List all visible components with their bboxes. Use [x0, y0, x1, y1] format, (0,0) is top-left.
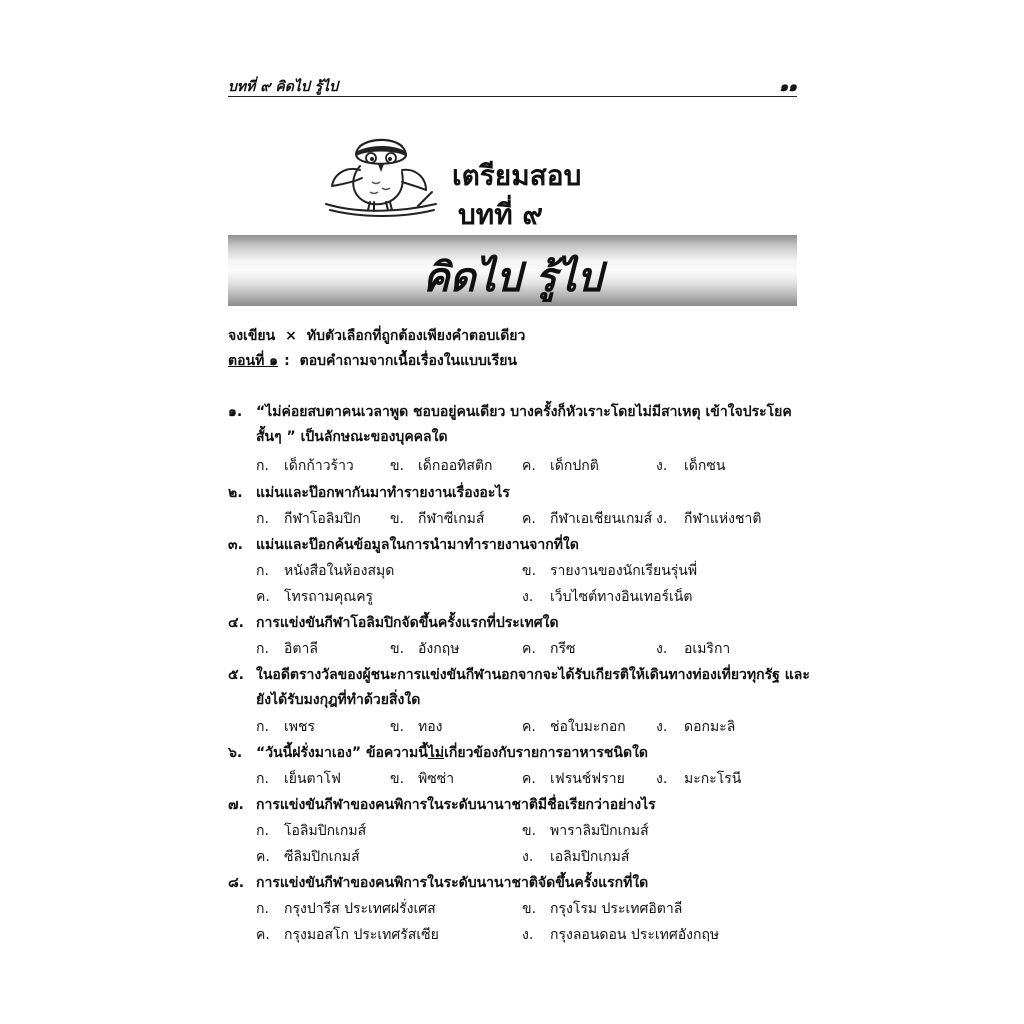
option-text: กีฬาซีเกมส์ [418, 511, 485, 527]
question-text: การแข่งขันกีฬาของคนพิการในระดับนานาชาติมีชื่อเรียกว่าอย่างไร [256, 797, 656, 813]
question-number: ๔. [228, 615, 244, 631]
option-letter: ก. [256, 823, 269, 839]
option[interactable] [656, 768, 741, 790]
question-text: การแข่งขันกีฬาโอลิมปิกจัดขึ้นครั้งแรกที่ประเทศใด [256, 615, 559, 631]
question-number: ๘. [228, 875, 245, 891]
option[interactable] [522, 586, 692, 608]
page-header [228, 76, 797, 96]
question-text: แม่นและป๊อกค้นข้อมูลในการนำมาทำรายงานจากที่ใด [256, 537, 579, 553]
option-letter: ง. [522, 589, 534, 605]
option[interactable] [522, 846, 629, 868]
question-number: ๖. [228, 745, 243, 761]
option-text: กีฬาโอลิมปิก [284, 511, 362, 527]
option-letter: ข. [390, 511, 405, 527]
option[interactable] [256, 586, 373, 608]
option-text: ช่อใบมะกอก [550, 719, 626, 735]
instruction-lead: จงเขียน [228, 328, 276, 344]
option-text: รายงานของนักเรียนรุ่นพี่ [550, 563, 698, 579]
question-text: ในอดีตรางวัลของผู้ชนะการแข่งขันกีฬานอกจากจะได้รับเกียรติให้เดินทางท่องเที่ยวทุกรัฐ และ [256, 667, 810, 683]
option-letter: ค. [522, 511, 536, 527]
option-letter: ก. [256, 901, 269, 917]
option-text: เย็นตาโฟ [284, 771, 341, 787]
option-text: เด็กก้าวร้าว [284, 458, 354, 474]
option-text: กีฬาแห่งชาติ [684, 511, 762, 527]
option-letter: ก. [256, 458, 269, 474]
instruction-text: ทับตัวเลือกที่ถูกต้องเพียงคำตอบเดียว [306, 328, 526, 344]
question-text-end: เกี่ยวข้องกับรายการอาหารชนิดใด [444, 745, 649, 761]
option[interactable] [522, 716, 626, 738]
cross-mark-icon: × [285, 328, 297, 344]
option-letter: ง. [656, 641, 668, 657]
option-text: กีฬาเอเชียนเกมส์ [550, 511, 653, 527]
option-letter: ค. [256, 589, 270, 605]
option-text: อิตาลี [284, 641, 318, 657]
option-letter: ค. [256, 927, 270, 943]
option-letter: ก. [256, 641, 269, 657]
option[interactable] [522, 560, 697, 582]
option[interactable] [656, 716, 735, 738]
option-letter: ง. [656, 511, 668, 527]
exam-prep-title: เตรียมสอบ [452, 159, 582, 192]
option-text: มะกะโรนี [684, 771, 742, 787]
option-text: กรุงมอสโก ประเทศรัสเซีย [284, 927, 439, 943]
question-text: แม่นและป๊อกพากันมาทำรายงานเรื่องอะไร [256, 485, 510, 501]
option-letter: ค. [522, 719, 536, 735]
option[interactable] [522, 508, 652, 530]
option-letter: ค. [522, 771, 536, 787]
option-text: อังกฤษ [418, 641, 460, 657]
option-text: เด็กปกติ [550, 458, 599, 474]
option-text: กรุงปารีส ประเทศฝรั่งเศส [284, 901, 436, 917]
option[interactable] [256, 716, 315, 738]
option-letter: ก. [256, 719, 269, 735]
question-text: “ไม่ค่อยสบตาคนเวลาพูด ชอบอยู่คนเดียว บางครั้งก็หัวเราะโดยไม่มีสาเหตุ เข้าใจประโยค [256, 404, 792, 420]
option[interactable] [522, 898, 682, 920]
option-text: โอลิมปิกเกมส์ [284, 823, 367, 839]
chapter-reference: บทที่ ๙ คิดไป รู้ไป [228, 79, 339, 95]
question-text-continued: ยังได้รับมงกุฎที่ทำด้วยสิ่งใด [256, 692, 421, 708]
option[interactable] [522, 924, 719, 946]
owl-illustration [322, 126, 440, 226]
option-letter: ค. [522, 458, 536, 474]
header-divider [228, 96, 797, 97]
option-text: เด็กออทิสติก [418, 458, 493, 474]
option-letter: ง. [656, 719, 668, 735]
option[interactable] [390, 716, 442, 738]
option[interactable] [390, 508, 484, 530]
option-letter: ข. [522, 901, 537, 917]
instruction-line [228, 325, 525, 347]
chapter-banner [228, 235, 797, 306]
option[interactable] [256, 820, 366, 842]
chapter-label: บทที่ ๙ [458, 198, 543, 231]
banner-title: คิดไป รู้ไป [422, 255, 603, 301]
option-text: อเมริกา [684, 641, 731, 657]
option-text: เฟรนช์ฟราย [550, 771, 625, 787]
option[interactable] [256, 768, 341, 790]
option-letter: ง. [522, 849, 534, 865]
option[interactable] [256, 560, 394, 582]
option-letter: ค. [256, 849, 270, 865]
option-text: พาราลิมปิกเกมส์ [550, 823, 649, 839]
question-number: ๑. [228, 404, 243, 420]
option[interactable] [390, 768, 454, 790]
option-text: ทอง [418, 719, 443, 735]
option-letter: ง. [656, 458, 668, 474]
question-text-start: “วันนี้ฝรั่งมาเอง” ข้อความนี้ [256, 745, 428, 761]
option[interactable] [656, 455, 725, 477]
question-text-continued: สั้นๆ ” เป็นลักษณะของบุคคลใด [256, 429, 448, 445]
option-text: เว็บไซต์ทางอินเทอร์เน็ต [550, 589, 693, 605]
option-text: โทรถามคุณครู [284, 589, 374, 605]
option[interactable] [522, 768, 625, 790]
option-text: เพชร [284, 719, 316, 735]
option-letter: ข. [522, 823, 537, 839]
option-letter: ข. [390, 641, 405, 657]
option[interactable] [656, 638, 730, 660]
option-text: ซีลิมปิกเกมส์ [284, 849, 360, 865]
question-text: การแข่งขันกีฬาของคนพิการในระดับนานาชาติจัดขึ้นครั้งแรกที่ใด [256, 875, 649, 891]
option-letter: ง. [522, 927, 534, 943]
option-letter: ข. [390, 771, 405, 787]
option[interactable] [390, 455, 493, 477]
option[interactable] [522, 820, 649, 842]
option-letter: ข. [522, 563, 537, 579]
option-letter: ข. [390, 458, 405, 474]
option-text: เด็กซน [684, 458, 726, 474]
option[interactable] [522, 455, 599, 477]
question-number: ๗. [228, 797, 244, 813]
option-text: เอลิมปิกเกมส์ [550, 849, 630, 865]
option-letter: ก. [256, 563, 269, 579]
part-line [228, 350, 517, 372]
option-text: กรีซ [550, 641, 576, 657]
option-text: กรุงลอนดอน ประเทศอังกฤษ [550, 927, 720, 943]
option[interactable] [256, 898, 436, 920]
option[interactable] [390, 638, 459, 660]
option-text: กรุงโรม ประเทศอิตาลี [550, 901, 683, 917]
option-text: หนังสือในห้องสมุด [284, 563, 395, 579]
option-letter: ก. [256, 771, 269, 787]
option-letter: ง. [656, 771, 668, 787]
option[interactable] [256, 846, 360, 868]
option[interactable] [522, 638, 576, 660]
option[interactable] [256, 924, 439, 946]
option[interactable] [656, 508, 761, 530]
part-label: ตอนที่ ๑ [228, 353, 279, 369]
option[interactable] [256, 638, 318, 660]
question-text-emphasis: ไม่ [427, 745, 445, 761]
question-number: ๒. [228, 485, 243, 501]
option-text: ดอกมะลิ [684, 719, 736, 735]
part-text: ตอบคำถามจากเนื้อเรื่องในแบบเรียน [299, 353, 517, 369]
option-letter: ก. [256, 511, 269, 527]
option-letter: ค. [522, 641, 536, 657]
question-number: ๓. [228, 537, 243, 553]
page-number: ๑๑ [779, 79, 797, 95]
option-letter: ข. [390, 719, 405, 735]
part-colon: : [284, 353, 290, 369]
option-text: พิซซ่า [418, 771, 455, 787]
question-number: ๕. [228, 667, 244, 683]
option[interactable] [256, 455, 354, 477]
option[interactable] [256, 508, 361, 530]
question-text [256, 741, 648, 766]
